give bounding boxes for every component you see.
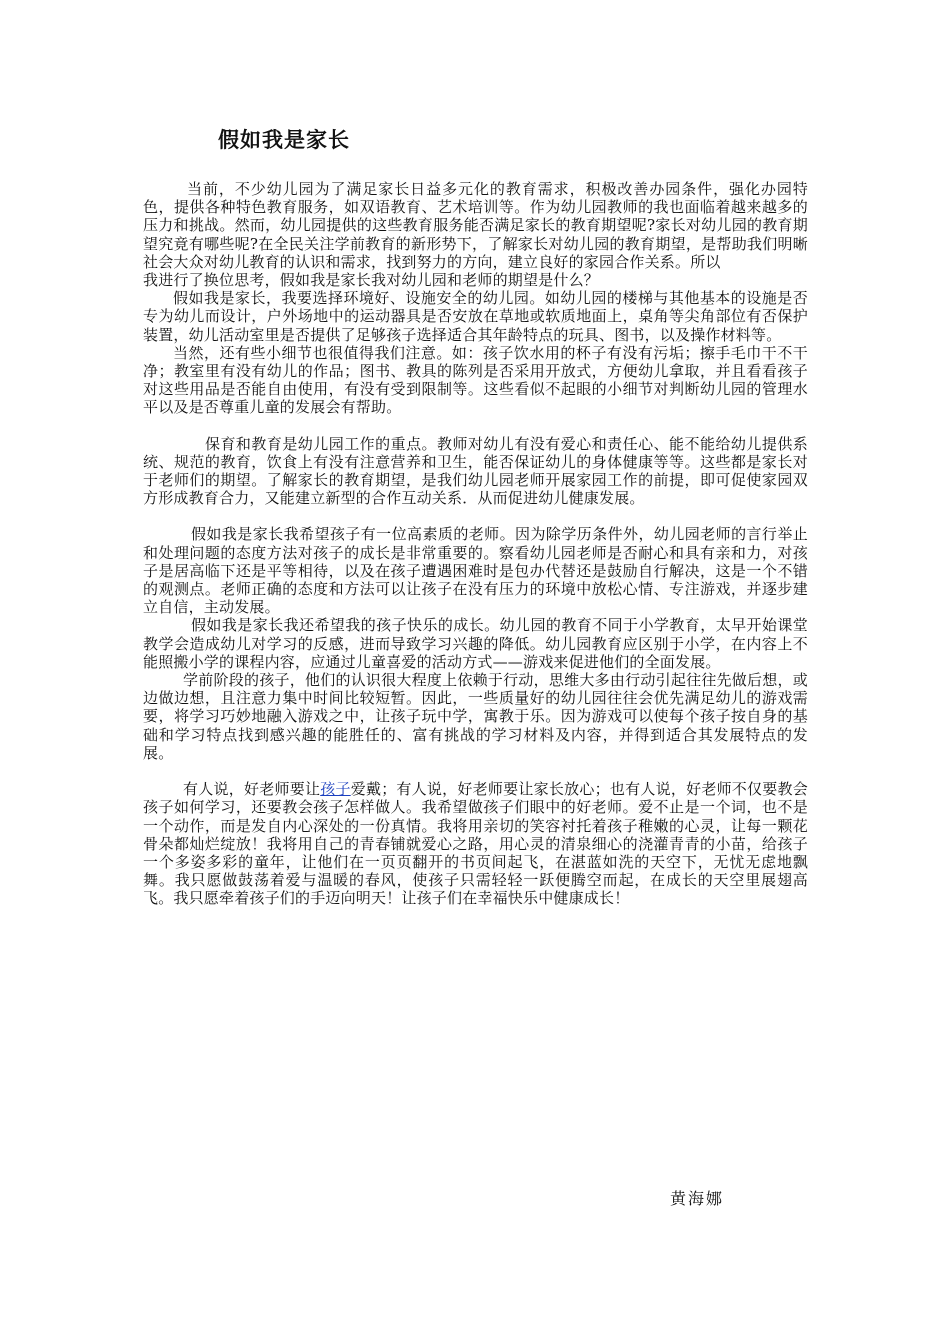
paragraph-intro: 当前，不少幼儿园为了满足家长日益多元化的教育需求，积极改善办园条件，强化办园特色，提供各种特色教育服务，如双语教育、艺术培训等。作为幼儿园教师的我也面临着越来越多的压力和挑战。然而，幼儿园提供的这些教育服务能否满足家长的教育期望呢?家长对幼儿园的教育期望究竟有哪些呢?在全民关注学前教育的新形势下，了解家长对幼儿园的教育期望，是帮助我们明晰社会大众对幼儿教育的认识和需求，找到努力的方向，建立良好的家园合作关系。所以: [143, 180, 808, 271]
paragraph-question: 我进行了换位思考，假如我是家长我对幼儿园和老师的期望是什么？: [143, 271, 600, 290]
paragraph-care-education: 保育和教育是幼儿园工作的重点。教师对幼儿有没有爱心和责任心、能不能给幼儿提供系统、规范的教育，饮食上有没有注意营养和卫生，能否保证幼儿的身体健康等等。这些都是家长对于老师们的期望。了解家长的教育期望，是我们幼儿园老师开展家园工作的前提，即可促使家园双方形成教育合力，又能建立新型的合作互动关系．从而促进幼儿健康发展。: [143, 434, 808, 508]
paragraph-good-teacher: [143, 780, 808, 907]
document-body: [143, 180, 808, 908]
paragraph-details: 当然，还有些小细节也很值得我们注意。如：孩子饮水用的杯子有没有污垢；擦手毛巾干不干净；教室里有没有幼儿的作品；图书、教具的陈列是否采用开放式，方便幼儿拿取，并且看看孩子对这些用品是否能自由使用，有没有受到限制等。这些看似不起眼的小细节对判断幼儿园的管理水平以及是否尊重儿童的发展会有帮助。: [143, 343, 808, 417]
paragraph-good-teacher-start: 有人说，好老师要让: [183, 780, 321, 799]
paragraph-good-teacher-rest: 爱戴；有人说，好老师要让家长放心；也有人说，好老师不仅要教会孩子如何学习，还要教会孩子怎样做人。我希望做孩子们眼中的好老师。爱不止是一个词，也不是一个动作，而是发自内心深处的一份真情。我将用亲切的笑容衬托着孩子稚嫩的心灵，让每一颗花骨朵都灿烂绽放！我将用自己的青春铺就爱心之路，用心灵的清泉细心的浇灌青青的小苗，给孩子一个多姿多彩的童年，让他们在一页页翻开的书页间起飞，在湛蓝如洗的天空下，无忧无虑地飘舞。我只愿做鼓荡着爱与温暖的春风，使孩子只需轻轻一跃便腾空而起，在成长的天空里展翅高飞。我只愿牵着孩子们的手迈向明天！让孩子们在幸福快乐中健康成长！: [143, 780, 808, 908]
paragraph-play-learning: 学前阶段的孩子，他们的认识很大程度上依赖于行动，思维大多由行动引起往往先做后想，或边做边想，且注意力集中时间比较短暂。因此，一些质量好的幼儿园往往会优先满足幼儿的游戏需要，将学习巧妙地融入游戏之中，让孩子玩中学，寓教于乐。因为游戏可以使每个孩子按自身的基础和学习特点找到感兴趣的能胜任的、富有挑战的学习材料及内容，并得到适合其发展特点的发展。: [143, 671, 808, 762]
paragraph-environment: 假如我是家长，我要选择环境好、设施安全的幼儿园。如幼儿园的楼梯与其他基本的设施是否专为幼儿而设计，户外场地中的运动器具是否安放在草地或软质地面上，桌角等尖角部位有否保护装置，幼儿活动室里是否提供了足够孩子选择适合其年龄特点的玩具、图书，以及操作材料等。: [143, 289, 808, 344]
document-title: 假如我是家长: [218, 127, 350, 152]
paragraph-quality-teacher: 假如我是家长我希望孩子有一位高素质的老师。因为除学历条件外，幼儿园老师的言行举止和处理问题的态度方法对孩子的成长是非常重要的。察看幼儿园老师是否耐心和具有亲和力，对孩子是居高临下还是平等相待，以及在孩子遭遇困难时是包办代替还是鼓励自行解决，这是一个不错的观测点。老师正确的态度和方法可以让孩子在没有压力的环境中放松心情、专注游戏，并逐步建立自信，主动发展。: [143, 525, 808, 617]
paragraph-happy-growth: 假如我是家长我还希望我的孩子快乐的成长。幼儿园的教育不同于小学教育，太早开始课堂教学会造成幼儿对学习的反感，进而导致学习兴趣的降低。幼儿园教育应区别于小学，在内容上不能照搬小学的课程内容，应通过儿童喜爱的活动方式——游戏来促进他们的全面发展。: [143, 616, 808, 671]
children-link[interactable]: 孩子: [320, 780, 351, 799]
author-signature: 黄海娜: [670, 1189, 725, 1208]
